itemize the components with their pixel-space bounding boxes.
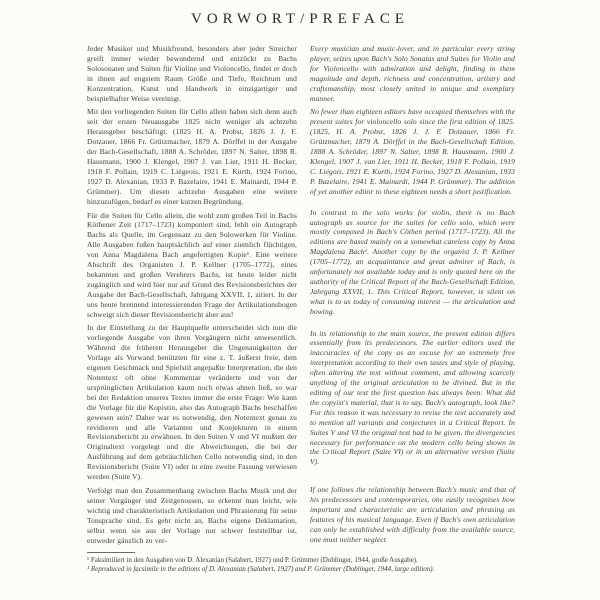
english-paragraph-5: If one follows the relationship between Bach's music and that of his predecessors and contemporaries, one easily recognises how important and characteristic are articulation and phrasing as features of his musical language. Even if Bach's own articulation can only be established with difficulty from the available source, one must neither neglect <box>310 485 515 544</box>
german-paragraph-3: Für die Suiten für Cello allein, die wohl zum großen Teil in Bachs Köthener Zeit (1717–1723) komponiert sind, fehlt ein Autograph Bachs als Quelle, im Gegensatz zu den Solowerken für Violine. Alle Ausgaben fußen hauptsächlich auf einer ziemlich flüchtigen, von Anna Magdalena Bach angefertigten Kopie¹. Eine weitere Abschrift des Organisten J. P. Kellner (1705–1772), eines bekannten und großen Verehrers Bachs, ist heute leider nicht zugänglich und wird hier nur auf Grund des Revisionsberichtes der Ausgabe der Bach-Gesellschaft, Jahrgang XXVII, 1, zitiert. In der uns heute brennend interessierenden Frage der Artikulationsbogen schweigt sich dieser Revisionsbericht aber aus! <box>87 210 297 319</box>
german-paragraph-4: In der Einstellung zu der Hauptquelle unterscheidet sich nun die vorliegende Ausgabe von ihren Vorgängern nicht unwesentlich. Während die früheren Herausgeber die Ungenauigkeiten der Vorlage als Vorwand benützten für eine z. T. äußerst freie, dem eigenen Geschmack und Spielstil angepaßte Interpretation, die den Notentext oft ohne Kommentar veränderte und von der ursprünglichen Artikulation kaum noch etwas ahnen ließ, so war bei der Redaktion unseres Textes immer die erste Frage: Wie kann die Vorlage für die Kopistin, also das Autograph Bachs beschaffen gewesen sein? Daher war es notwendig, den Notentext genau zu revidieren und alle Varianten und Konjekturen in einem Revisionsbericht zu erwähnen. In den Suiten V und VI mußten der Originaltext vorgelegt und die Abweichungen, die bei der Ausführung auf dem gebräuchlichen Cello notwendig sind, in den Revisionsbericht (Suite VI) oder in eine zweite Fassung verwiesen werden (Suite V). <box>87 323 297 482</box>
german-paragraph-2: Mit den vorliegenden Suiten für Cello allein haben sich denn auch seit der ersten Neuausgabe 1825 nicht weniger als achtzehn Herausgeber beschäftigt. (1825 H. A. Probst, 1826 J. J. F. Dotzauer, 1866 Fr. Grützmacher, 1879 A. Dörffel in der Ausgabe der Bach-Gesellschaft, 1888 A. Schröder, 1897 N. Salter, 1898 R. Hausmann, 1900 J. Klengel, 1907 J. van Lier, 1911 H. Becker, 1918 F. Pollain, 1919 C. Liégeois, 1921 E. Kurth, 1924 Forino, 1927 D. Alexanian, 1933 P. Bazelaire, 1941 E. Mainardi, 1944 P. Grümmer). Um diesen achtzehn Ausgaben eine weitere hinzuzufügen, bedarf es einer kurzen Begründung. <box>87 107 297 206</box>
german-paragraph-1: Jeder Musiker und Musikfreund, besonders aber jeder Streicher greift immer wieder bewundernd und entzückt zu Bachs Solosonaten und Suiten für Violine und Violoncello, findet er doch in ihnen auf engstem Raum Größe und Tiefe, Reichtum und Konzentration, Kunst und Handwerk in einzigartiger und beispielhafter Weise vereinigt. <box>87 44 297 103</box>
footnote-divider <box>87 552 135 553</box>
two-column-text-block <box>87 44 515 545</box>
footnote-german: ¹ Faksimiliert in den Ausgaben von D. Alexanian (Salabert, 1927) und P. Grümmer (Doblinger, 1944, große Ausgabe). <box>87 556 418 564</box>
english-paragraph-3: In contrast to the solo works for violin, there is no Bach autograph as source for the suites for cello solo, which were mostly composed in Bach's Cöthen period (1717–1723). All the editions are based mainly on a somewhat careless copy by Anna Magdalena Bach¹. Another copy by the organist J. P. Kellner (1705–1772), an acquaintance and great admirer of Bach, is unfortunately not available today and is only quoted here on the authority of the Critical Report of the Bach-Gesellschaft Edition, Jahrgang XXVII, 1. This Critical Report, however, is silent on what is to us today of consuming interest — the articulation and bowing. <box>310 207 515 316</box>
german-column <box>87 44 297 545</box>
german-paragraph-5: Verfolgt man den Zusammenhang zwischen Bachs Musik und der seiner Vorgänger und Zeitgenossen, so erkennt man leicht, wie wichtig und charakteristisch Artikulation und Phrasierung für seine Tonsprache sind. Es geht nicht an, Bachs eigene Deklamation, selbst wenn sie aus der Vorlage nur schwer feststellbar ist, entweder gänzlich zu ver- <box>87 485 297 545</box>
footnote-english: ¹ Reproduced in facsimile in the editions of D. Alexanian (Salabert, 1927) and P. Grümmer (Doblinger, 1944, large edition). <box>87 565 435 573</box>
english-paragraph-2: No fewer than eighteen editors have occupied themselves with the present suites for violoncello solo since the first edition of 1825. (1825, H. A. Probst, 1826 J. J. F. Dotzauer, 1866 Fr. Grützmacher, 1879 A. Dörffel in the Bach-Gesellschaft Edition, 1888 A. Schröder, 1897 N. Salter, 1898 R. Hausmann, 1900 J. Klengel, 1907 J. van Lier, 1911 H. Becker, 1918 F. Pollain, 1919 C. Liégois, 1921 E. Kurth, 1924 Forino, 1927 D. Alexanian, 1933 P. Bazelaire, 1941 E. Mainardi, 1944 P. Grümmer). The addition of yet another editor to these eighteen needs a short justification. <box>310 107 515 196</box>
footnotes-section <box>87 552 515 574</box>
english-paragraph-4: In its relationship to the main source, the present edition differs essentially from its predecessors. The earlier editors used the inaccuracies of the copy as an excuse for an extremely free interpretation according to their own tastes and style of playing, often altering the text without comment, and allowing scarcely anything of the original articulation to be divined. But in the editing of our text the first question has always been: What did the copyist's material, that is to say, Bach's autograph, look like? For this reason it was necessary to revise the text accurately and to mention all variants and conjectures in a Critical Report. In Suites V and VI the original text had to be given, the divergencies necessary for performance on the modern cello being shown in the Critical Report (Suite VI) or in an alternative version (Suite V). <box>310 328 515 467</box>
english-column <box>310 44 515 545</box>
english-paragraph-1: Every musician and music-lover, and in particular every string player, seizes upon Bach's Solo Sonatas and Suites for Violin and for Violoncello with admiration and delight, finding in them magnitude and depth, richness and concentration, artistry and craftsmanship, most closely united in unique and exemplary manner. <box>310 44 515 103</box>
page-title: VORWORT/PREFACE <box>190 11 409 27</box>
